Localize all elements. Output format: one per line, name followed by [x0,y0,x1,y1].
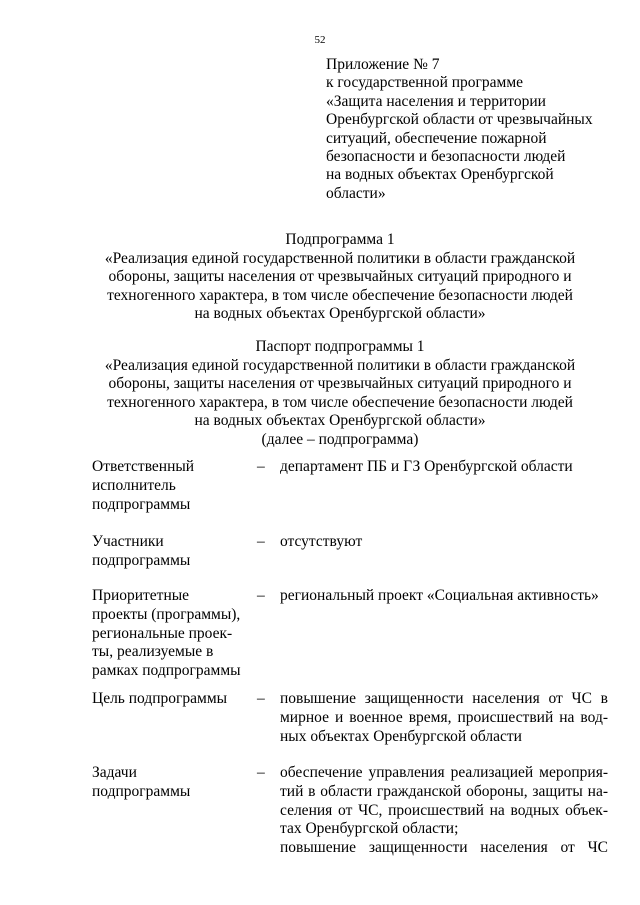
subprogram-title [70,231,610,324]
row-value [280,533,608,552]
appendix-line: области» [326,184,386,202]
row-label-line: Приоритетные [92,587,190,604]
appendix-header [326,56,616,203]
row-value [280,764,608,858]
appendix-line: на водных объектах Оренбургской [326,166,554,184]
appendix-line: безопасности и безопасности людей [326,148,566,166]
appendix-line: к государственной программе [326,74,524,92]
row-dash: – [257,458,265,475]
passport-title-line: техногенного характера, в том числе обеспечение безопасности людей [107,393,573,411]
row-label-line: Ответственный [92,458,195,475]
row-value-line: департамент ПБ и ГЗ Оренбургской области [280,458,573,475]
row-dash: – [257,587,265,604]
appendix-line: Оренбургской области от чрезвычайных [326,111,593,129]
row-label [92,690,252,709]
row-value-line: ных объектах Оренбургской области [280,727,522,745]
row-value-line: селения от ЧС, происшествий на водных объек- [280,801,608,819]
row-label-line: Участники [92,533,164,550]
row-label-line: подпрограммы [92,782,191,800]
row-value-line: региональный проект «Социальная активность» [280,587,599,604]
row-value-line: тий в области гражданской обороны, защиты на- [280,782,608,800]
row-label [92,458,252,514]
subprogram-title-line: «Реализация единой государственной политики в области гражданской [104,249,576,267]
passport-title-line: обороны, защиты населения от чрезвычайных ситуаций природного и [108,375,572,393]
row-label [92,533,252,571]
passport-title-line: Паспорт подпрограммы 1 [255,338,425,355]
row-label-line: подпрограммы [92,551,191,569]
row-dash: – [257,690,265,707]
appendix-line: Приложение № 7 [326,56,440,73]
subprogram-title-line: обороны, защиты населения от чрезвычайных ситуаций природного и [108,268,572,286]
appendix-line: ситуаций, обеспечение пожарной [326,129,547,147]
row-label-line: региональные проек- [92,624,233,642]
row-label-line: исполнитель [92,476,176,494]
row-label-line: ты, реализуемые в [92,643,214,661]
page-number: 52 [314,34,326,46]
row-value-line: повышение защищенности населения от ЧС [280,839,608,857]
appendix-line: «Защита населения и территории [326,92,546,110]
row-value [280,587,608,606]
row-label [92,764,252,802]
row-dash: – [257,764,265,781]
row-value [280,458,608,477]
row-label-line: Цель подпрограммы [92,690,228,707]
row-dash: – [257,533,265,550]
row-label [92,587,252,681]
row-label-line: Задачи [92,764,137,781]
row-label-line: проекты (программы), [92,605,241,623]
passport-title [70,338,610,450]
row-value-line: отсутствуют [280,533,363,550]
row-label-line: рамках подпрограммы [92,662,241,680]
row-value-line: повышение защищенности населения от ЧС в [280,690,608,707]
passport-title-line: на водных объектах Оренбургской области» [194,412,486,430]
subprogram-title-line: Подпрограмма 1 [285,231,395,248]
row-value-line: тах Оренбургской области; [280,820,459,838]
subprogram-title-line: техногенного характера, в том числе обеспечение безопасности людей [107,286,573,304]
row-label-line: подпрограммы [92,495,191,513]
row-value-line: обеспечение управления реализацией мероприя- [280,764,608,781]
passport-title-line: (далее – подпрограмма) [261,430,419,448]
subprogram-title-line: на водных объектах Оренбургской области» [194,305,486,323]
passport-title-line: «Реализация единой государственной политики в области гражданской [104,356,576,374]
row-value-line: мирное и военное время, происшествий на вод- [280,708,608,726]
row-value [280,690,608,746]
